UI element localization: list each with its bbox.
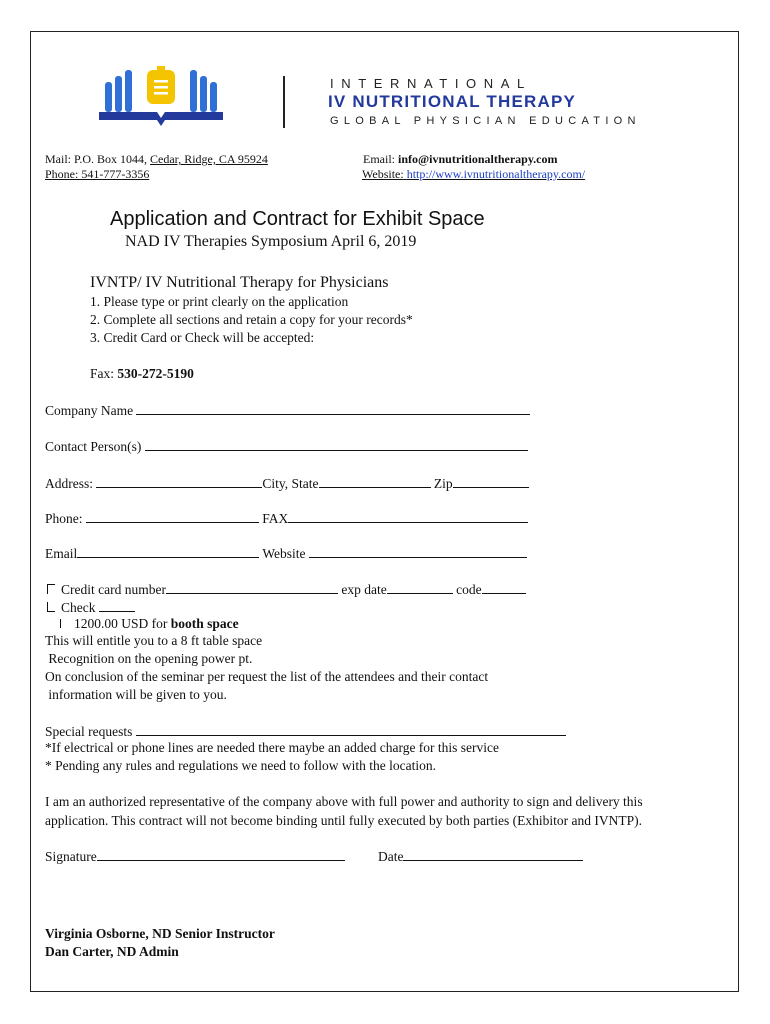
authorization-line-2: application. This contract will not become binding until fully executed by both parties (Exhibitor and IVNTP). [45,813,642,828]
email-link[interactable]: info@ivnutritionaltherapy.com [398,152,558,166]
benefit-4: information will be given to you. [45,687,227,702]
city-state-field: City, State [262,476,319,491]
fax-field: FAX [262,511,289,526]
check-checkbox[interactable] [47,602,55,612]
email-field[interactable]: Email Website [45,544,527,562]
benefit-3: On conclusion of the seminar per request the list of the attendees and their contact [45,669,489,684]
booth-checkbox [60,619,68,628]
page-title: Application and Contract for Exhibit Space [110,208,485,230]
instruction-1: 1. Please type or print clearly on the application [90,294,349,309]
section-title: IVNTP/ IV Nutritional Therapy for Physicians [90,274,389,291]
special-note-2: * Pending any rules and regulations we need to follow with the location. [45,758,437,773]
credit-card-checkbox[interactable] [47,584,55,594]
special-requests-field[interactable]: Special requests [45,722,566,740]
benefit-2: Recognition on the opening power pt. [45,651,253,666]
signer-1: Virginia Osborne, ND Senior Instructor [45,926,275,941]
phone-field[interactable]: Phone: FAX [45,509,528,527]
email-line: Email: info@ivnutritionaltherapy.com [363,152,558,166]
instruction-3: 3. Credit Card or Check will be accepted: [90,330,315,345]
benefit-1: This will entitle you to a 8 ft table space [45,633,263,648]
credit-card-option[interactable]: Credit card number exp date code [47,580,526,598]
website-field: Website [262,546,306,561]
booth-price: 1200.00 USD for booth space [60,616,239,632]
fax-line: Fax: 530-272-5190 [90,366,194,381]
logo-line2: IV NUTRITIONAL THERAPY [328,92,577,111]
special-note-1: *If electrical or phone lines are needed there maybe an added charge for this service [45,740,500,755]
logo-divider [283,76,285,128]
phone-number: Phone: 541-777-3356 [45,167,150,181]
logo-line1: INTERNATIONAL [330,76,532,91]
signer-2: Dan Carter, ND Admin [45,944,179,959]
zip-field: Zip [433,476,453,491]
date-field[interactable]: Date [378,847,583,865]
contact-person-field[interactable]: Contact Person(s) [45,437,528,455]
signature-field[interactable]: Signature [45,847,345,865]
books-logo-icon [95,66,225,132]
authorization-line-1: I am an authorized representative of the company above with full power and authority to sign and delivery this [45,794,643,809]
mail-address: Mail: P.O. Box 1044, Cedar, Ridge, CA 95924 [45,152,268,166]
logo-line3: GLOBAL PHYSICIAN EDUCATION [330,115,641,127]
page-subtitle: NAD IV Therapies Symposium April 6, 2019 [125,233,417,250]
address-field[interactable]: Address: City, State Zip [45,474,529,492]
company-name-field[interactable]: Company Name [45,401,530,419]
website-line: Website: http://www.ivnutritionaltherapy.com/ [362,167,586,181]
exp-date-field: exp date [341,582,387,597]
website-link[interactable]: http://www.ivnutritionaltherapy.com/ [406,167,586,181]
code-field: code [456,582,482,597]
check-option[interactable]: Check [47,598,135,616]
instruction-2: 2. Complete all sections and retain a copy for your records* [90,312,413,327]
